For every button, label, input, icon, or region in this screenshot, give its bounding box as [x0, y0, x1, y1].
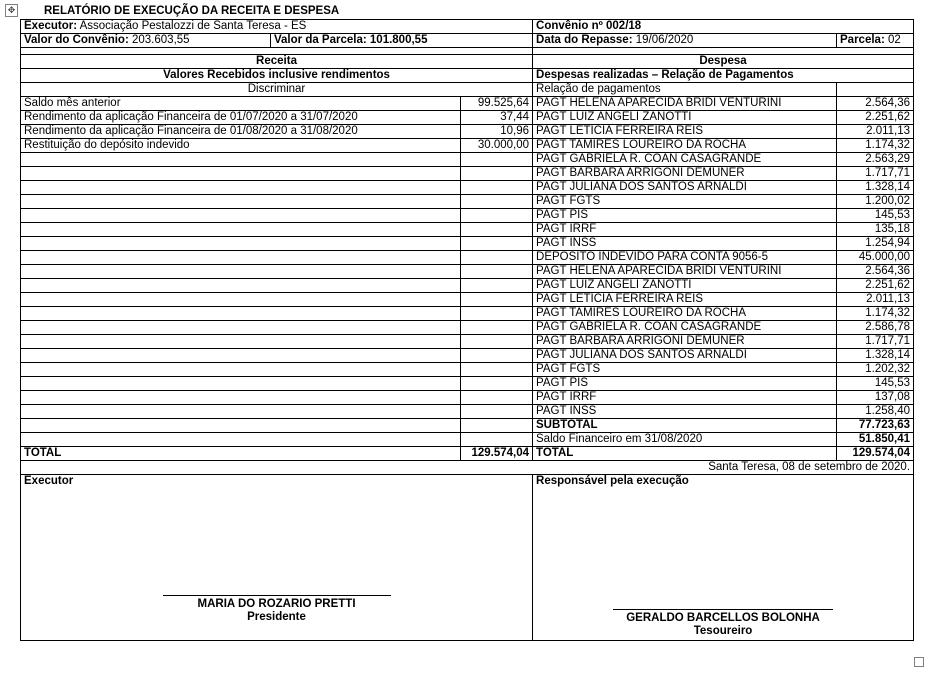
despesa-value: 145,53 [837, 377, 914, 391]
despesa-description: PAGT JULIANA DOS SANTOS ARNALDI [533, 181, 837, 195]
despesa-description: PAGT JULIANA DOS SANTOS ARNALDI [533, 349, 837, 363]
receita-description [21, 307, 461, 321]
despesa-value: 2.011,13 [837, 125, 914, 139]
receita-value [461, 265, 533, 279]
table-row [21, 307, 914, 321]
despesa-heading: Despesa [533, 55, 914, 69]
despesa-value: 2.563,29 [837, 153, 914, 167]
table-row [21, 251, 914, 265]
receita-value: 10,96 [461, 125, 533, 139]
table-row [21, 139, 914, 153]
section-subheadings-row [21, 69, 914, 83]
responsavel-name: GERALDO BARCELLOS BOLONHA [626, 612, 820, 624]
spacer-row [21, 48, 914, 55]
total-despesa-label: TOTAL [533, 447, 837, 461]
despesa-description: PAGT GABRIELA R. COAN CASAGRANDE [533, 153, 837, 167]
table-row [21, 167, 914, 181]
executor-signature-block [21, 475, 533, 641]
despesa-value: 2.564,36 [837, 97, 914, 111]
responsavel-role: Tesoureiro [693, 625, 753, 637]
receita-value [461, 153, 533, 167]
table-row [21, 321, 914, 335]
table-row [21, 279, 914, 293]
receita-description [21, 195, 461, 209]
receita-description [21, 363, 461, 377]
receita-description [21, 209, 461, 223]
table-row [21, 335, 914, 349]
despesa-value: 1.254,94 [837, 237, 914, 251]
receita-value [461, 167, 533, 181]
table-row [21, 293, 914, 307]
receita-heading: Receita [21, 55, 533, 69]
executor-row [21, 20, 914, 34]
despesa-subheading: Despesas realizadas – Relação de Pagamentos [533, 69, 914, 83]
valor-parcela-cell: Valor da Parcela: 101.800,55 [271, 34, 533, 48]
receita-value [461, 307, 533, 321]
receita-value [461, 321, 533, 335]
table-row [21, 237, 914, 251]
convenio-cell: Convênio nº 002/18 [533, 20, 914, 34]
despesa-description: PAGT PIS [533, 377, 837, 391]
section-headings-row [21, 55, 914, 69]
despesa-value: 135,18 [837, 223, 914, 237]
despesa-value: 1.717,71 [837, 335, 914, 349]
receita-description [21, 349, 461, 363]
despesa-description: PAGT TAMIRES LOUREIRO DA ROCHA [533, 307, 837, 321]
responsavel-title: Responsável pela execução [536, 475, 689, 487]
subtotal-row [21, 419, 914, 433]
receita-value [461, 391, 533, 405]
despesa-value: 137,08 [837, 391, 914, 405]
despesa-value: 1.174,32 [837, 139, 914, 153]
despesa-description: PAGT LETICIA FERREIRA REIS [533, 125, 837, 139]
receita-subheading: Valores Recebidos inclusive rendimentos [21, 69, 533, 83]
responsavel-signature [533, 609, 913, 638]
despesa-value: 2.011,13 [837, 293, 914, 307]
receita-value [461, 251, 533, 265]
parcela-cell: Parcela: 02 [837, 34, 914, 48]
table-row [21, 111, 914, 125]
table-row [21, 405, 914, 419]
receita-description [21, 153, 461, 167]
signature-line [613, 609, 833, 610]
receita-value [461, 363, 533, 377]
place-date: Santa Teresa, 08 de setembro de 2020. [21, 461, 914, 475]
receita-description [21, 223, 461, 237]
despesa-value: 1.258,40 [837, 405, 914, 419]
receita-value: 30.000,00 [461, 139, 533, 153]
receita-value [461, 293, 533, 307]
table-row [21, 377, 914, 391]
receita-description [21, 279, 461, 293]
despesa-description: PAGT GABRIELA R. COAN CASAGRANDE [533, 321, 837, 335]
receita-column-heading: Discriminar [21, 83, 533, 97]
total-row [21, 447, 914, 461]
despesa-value: 2.564,36 [837, 265, 914, 279]
table-resize-handle-icon[interactable] [914, 657, 924, 667]
table-row [21, 391, 914, 405]
despesa-value: 1.717,71 [837, 167, 914, 181]
responsavel-signature-block [533, 475, 914, 641]
receita-description [21, 391, 461, 405]
document-title: RELATÓRIO DE EXECUÇÃO DA RECEITA E DESPESA [44, 5, 340, 17]
receita-value [461, 181, 533, 195]
data-repasse-cell: Data do Repasse: 19/06/2020 [533, 34, 837, 48]
despesa-description: PAGT LUIZ ANGELI ZANOTTI [533, 279, 837, 293]
executor-cell: Executor: Associação Pestalozzi de Santa Teresa - ES [21, 20, 533, 34]
despesa-description: PAGT FGTS [533, 363, 837, 377]
table-row [21, 181, 914, 195]
despesa-value: 2.251,62 [837, 111, 914, 125]
total-receita-label: TOTAL [21, 447, 461, 461]
valor-convenio-cell: Valor do Convênio: 203.603,55 [21, 34, 271, 48]
saldo-row [21, 433, 914, 447]
despesa-value: 45.000,00 [837, 251, 914, 265]
despesa-value: 1.328,14 [837, 181, 914, 195]
receita-value [461, 349, 533, 363]
total-receita-value: 129.574,04 [461, 447, 533, 461]
subtotal-label: SUBTOTAL [533, 419, 837, 433]
executor-signature [21, 595, 532, 624]
despesa-description: DEPÓSITO INDEVIDO PARA CONTA 9056-5 [533, 251, 837, 265]
table-row [21, 97, 914, 111]
receita-description: Rendimento da aplicação Financeira de 01/07/2020 a 31/07/2020 [21, 111, 461, 125]
receita-value [461, 209, 533, 223]
despesa-description: PAGT IRRF [533, 391, 837, 405]
despesa-column-heading: Relação de pagamentos [533, 83, 837, 97]
despesa-description: PAGT FGTS [533, 195, 837, 209]
despesa-value: 1.174,32 [837, 307, 914, 321]
receita-description [21, 377, 461, 391]
receita-value [461, 335, 533, 349]
despesa-description: PAGT IRRF [533, 223, 837, 237]
signatures-row [21, 475, 914, 641]
table-row [21, 125, 914, 139]
despesa-description: PAGT LUIZ ANGELI ZANOTTI [533, 111, 837, 125]
receita-description: Saldo mês anterior [21, 97, 461, 111]
report-table [20, 19, 914, 641]
values-row [21, 34, 914, 48]
table-row [21, 223, 914, 237]
despesa-description: PAGT INSS [533, 405, 837, 419]
despesa-value: 145,53 [837, 209, 914, 223]
receita-description [21, 251, 461, 265]
column-headings-row [21, 83, 914, 97]
receita-value [461, 279, 533, 293]
table-row [21, 195, 914, 209]
despesa-value: 1.328,14 [837, 349, 914, 363]
executor-name: MARIA DO ROZARIO PRETTI [197, 598, 356, 610]
table-row [21, 363, 914, 377]
total-despesa-value: 129.574,04 [837, 447, 914, 461]
despesa-description: PAGT HELENA APARECIDA BRIDI VENTURINI [533, 265, 837, 279]
table-row [21, 153, 914, 167]
despesa-description: PAGT HELENA APARECIDA BRIDI VENTURINI [533, 97, 837, 111]
despesa-description: PAGT BÁRBARA ARRIGONI DEMUNER [533, 167, 837, 181]
receita-description [21, 167, 461, 181]
receita-description [21, 237, 461, 251]
subtotal-value: 77.723,63 [837, 419, 914, 433]
signature-line [163, 595, 391, 596]
receita-description: Restituição do depósito indevido [21, 139, 461, 153]
table-move-handle-icon[interactable]: ✥ [5, 4, 18, 17]
table-row [21, 265, 914, 279]
receita-description: Rendimento da aplicação Financeira de 01/08/2020 a 31/08/2020 [21, 125, 461, 139]
receita-value [461, 405, 533, 419]
receita-value: 37,44 [461, 111, 533, 125]
receita-description [21, 181, 461, 195]
receita-description [21, 265, 461, 279]
despesa-value: 2.251,62 [837, 279, 914, 293]
receita-description [21, 405, 461, 419]
receita-value [461, 223, 533, 237]
receita-description [21, 321, 461, 335]
table-row [21, 209, 914, 223]
despesa-description: PAGT PIS [533, 209, 837, 223]
table-row [21, 349, 914, 363]
despesa-value: 1.200,02 [837, 195, 914, 209]
place-date-row [21, 461, 914, 475]
receita-value: 99.525,64 [461, 97, 533, 111]
saldo-label: Saldo Financeiro em 31/08/2020 [533, 433, 837, 447]
despesa-description: PAGT BÁRBARA ARRIGONI DEMUNER [533, 335, 837, 349]
receita-value [461, 237, 533, 251]
receita-description [21, 335, 461, 349]
despesa-description: PAGT TAMIRES LOUREIRO DA ROCHA [533, 139, 837, 153]
executor-role: Presidente [247, 611, 306, 623]
saldo-value: 51.850,41 [837, 433, 914, 447]
receita-value [461, 377, 533, 391]
receita-description [21, 293, 461, 307]
receita-value [461, 195, 533, 209]
despesa-description: PAGT LETICIA FERREIRA REIS [533, 293, 837, 307]
despesa-value: 1.202,32 [837, 363, 914, 377]
despesa-description: PAGT INSS [533, 237, 837, 251]
executor-title: Executor [24, 475, 74, 487]
despesa-value: 2.586,78 [837, 321, 914, 335]
